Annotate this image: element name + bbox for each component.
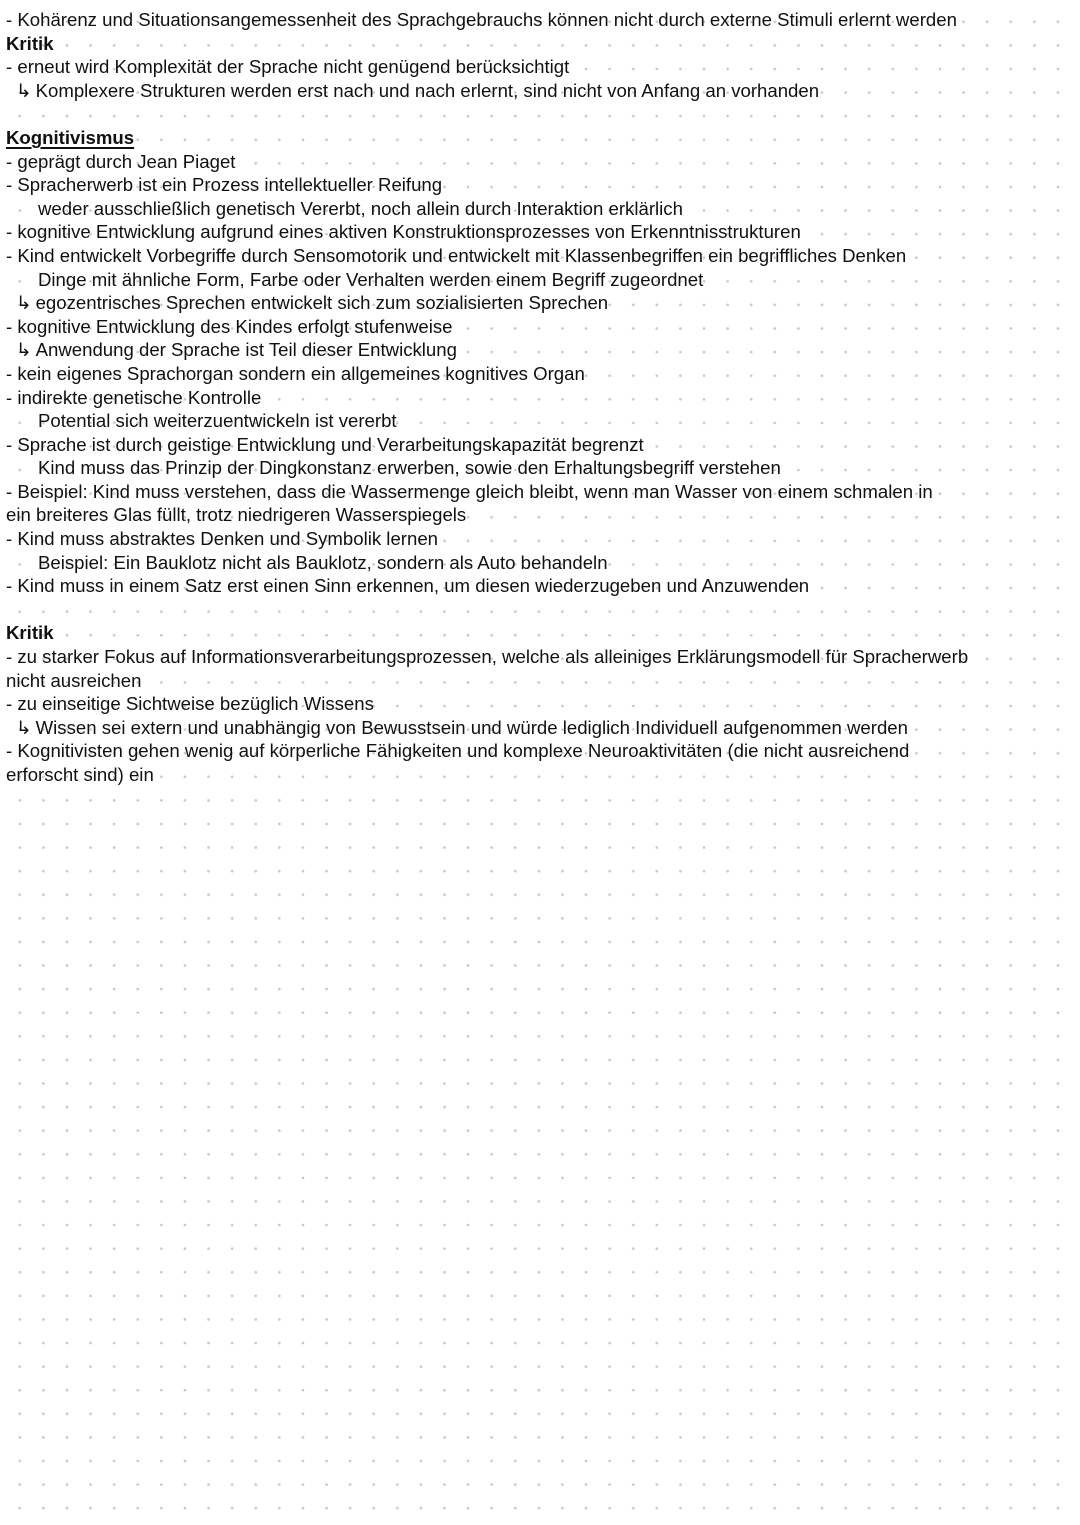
- sub-item: Potential sich weiterzuentwickeln ist vererbt: [38, 410, 397, 432]
- bullet-item: - zu einseitige Sichtweise bezüglich Wissens: [6, 693, 374, 715]
- bullet-item: - erneut wird Komplexität der Sprache nicht genügend berücksichtigt: [6, 56, 570, 78]
- arrow-sub-item: [6, 79, 1072, 103]
- sub-item: weder ausschließlich genetisch Vererbt, noch allein durch Interaktion erklärlich: [38, 197, 683, 219]
- section-heading-kritik: Kritik: [6, 32, 54, 54]
- bullet-item: - kognitive Entwicklung des Kindes erfolgt stufenweise: [6, 315, 453, 337]
- bullet-item: - Kind entwickelt Vorbegriffe durch Sensomotorik und entwickelt mit Klassenbegriffen ein begriffliches Denken: [6, 244, 907, 266]
- arrow-sub-item-text: egozentrisches Sprechen entwickelt sich zum sozialisierten Sprechen: [35, 292, 609, 314]
- bullet-item: - zu starker Fokus auf Informationsverarbeitungsprozessen, welche als alleiniges Erklärungsmodell für Spracherwerb: [6, 646, 969, 668]
- bullet-item: - geprägt durch Jean Piaget: [6, 150, 236, 172]
- bullet-item: - kognitive Entwicklung aufgrund eines aktiven Konstruktionsprozesses von Erkenntnisstrukturen: [6, 221, 801, 243]
- sub-item: Beispiel: Ein Bauklotz nicht als Bauklotz, sondern als Auto behandeln: [38, 551, 608, 573]
- arrow-sub-item: [6, 291, 1072, 315]
- section-heading-kritik: Kritik: [6, 622, 54, 644]
- bullet-item: - Spracherwerb ist ein Prozess intellektueller Reifung: [6, 174, 443, 196]
- bullet-item-continuation: ein breiteres Glas füllt, trotz niedrigeren Wasserspiegels: [6, 504, 467, 526]
- spacer: [6, 102, 1072, 126]
- arrow-sub-item: [6, 716, 1072, 740]
- sub-item: Kind muss das Prinzip der Dingkonstanz erwerben, sowie den Erhaltungsbegriff verstehen: [38, 457, 781, 479]
- arrow-sub-item-text: Wissen sei extern und unabhängig von Bewusstsein und würde lediglich Individuell aufgenommen werden: [35, 716, 908, 738]
- arrow-sub-item-text: Komplexere Strukturen werden erst nach und nach erlernt, sind nicht von Anfang an vorhanden: [35, 79, 820, 101]
- section-heading-kognitivismus: Kognitivismus: [6, 126, 135, 148]
- arrow-return-icon: ↳: [16, 339, 32, 361]
- bullet-item: - Sprache ist durch geistige Entwicklung und Verarbeitungskapazität begrenzt: [6, 433, 644, 455]
- arrow-sub-item-text: Anwendung der Sprache ist Teil dieser Entwicklung: [35, 339, 457, 361]
- bullet-item: - Kind muss abstraktes Denken und Symbolik lernen: [6, 528, 438, 550]
- bullet-item: - Beispiel: Kind muss verstehen, dass die Wassermenge gleich bleibt, wenn man Wasser von einem schmalen in: [6, 480, 933, 502]
- spacer: [6, 598, 1072, 622]
- bullet-item: - Kognitivisten gehen wenig auf körperliche Fähigkeiten und komplexe Neuroaktivitäten (die nicht ausreichend: [6, 740, 910, 762]
- arrow-return-icon: ↳: [16, 292, 32, 314]
- sub-item: Dinge mit ähnliche Form, Farbe oder Verhalten werden einem Begriff zugeordnet: [38, 268, 704, 290]
- bullet-item: - indirekte genetische Kontrolle: [6, 386, 262, 408]
- arrow-return-icon: ↳: [16, 79, 32, 101]
- bullet-item: - kein eigenes Sprachorgan sondern ein allgemeines kognitives Organ: [6, 362, 585, 384]
- bullet-item-continuation: nicht ausreichen: [6, 669, 142, 691]
- arrow-return-icon: ↳: [16, 716, 32, 738]
- bullet-item: - Kohärenz und Situationsangemessenheit des Sprachgebrauchs können nicht durch externe Stimuli erlernt werden: [6, 9, 957, 30]
- notes-page: [6, 8, 1072, 787]
- arrow-sub-item: [6, 338, 1072, 362]
- bullet-item: - Kind muss in einem Satz erst einen Sinn erkennen, um diesen wiederzugeben und Anzuwenden: [6, 575, 810, 597]
- bullet-item-continuation: erforscht sind) ein: [6, 764, 154, 785]
